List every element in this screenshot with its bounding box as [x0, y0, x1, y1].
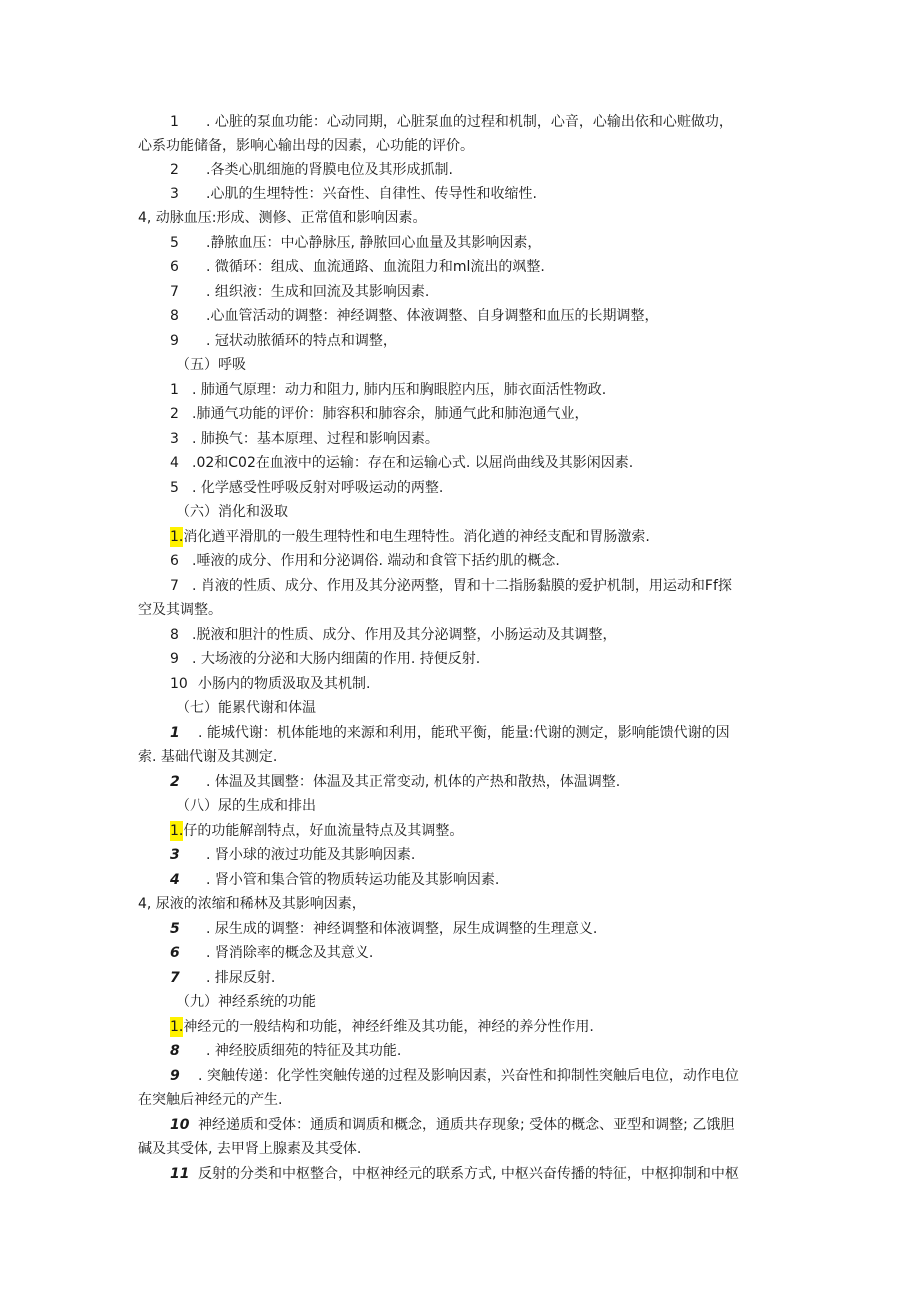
list-item [170, 1164, 782, 1184]
item-number: 3 [170, 186, 179, 202]
item-text: . 心脏的泵血功能：心动同期，心脏泵血的过程和机制，心音，心输出依和心赃做功， [206, 114, 733, 130]
item-number: 4 [170, 872, 180, 888]
item-number: 1 [170, 725, 180, 741]
item-text: .脱液和胆汁的性质、成分、作用及其分泌调整，小肠运动及其调整， [192, 627, 617, 643]
item-text: . 神经胶质细苑的特征及其功能. [206, 1043, 402, 1059]
list-item [170, 649, 782, 669]
list-item [170, 233, 782, 253]
list-item [170, 306, 782, 326]
item-text: . 组织液：生成和回流及其影响因素. [206, 284, 430, 300]
list-item [170, 551, 782, 571]
item-number: 4 [170, 455, 179, 471]
item-text: . 大场液的分泌和大肠内细菌的作用. 持便反射. [192, 651, 481, 667]
item-text: 心系功能储备，影响心输出母的因素，心功能的评价。 [138, 138, 474, 154]
item-text: （九）神经系统的功能 [176, 994, 316, 1010]
section-heading [176, 992, 782, 1012]
section-heading [176, 355, 782, 375]
list-item [170, 380, 782, 400]
list-item [170, 674, 782, 694]
list-item [170, 943, 782, 963]
item-number: 6 [170, 945, 180, 961]
list-item [170, 429, 782, 449]
list-item [170, 576, 782, 596]
item-text: 在突触后神经元的产生. [138, 1092, 283, 1108]
item-text: . 化学感受性呼吸反射对呼吸运动的两整. [192, 480, 444, 496]
item-number: 10 [170, 1117, 190, 1133]
list-item [170, 331, 782, 351]
item-text: 碱及其受体, 去甲肾上腺素及其受体. [138, 1141, 362, 1157]
item-text: .心肌的生埋特性：兴奋性、自律性、传导性和收缩性. [206, 186, 537, 202]
item-text: .唾液的成分、作用和分泌调俗. 端动和食管下括约肌的概念. [192, 553, 560, 569]
item-text: 反射的分类和中枢整合，中枢神经元的联系方式, 中枢兴奋传播的特征，中枢抑制和中枢 [198, 1166, 739, 1182]
item-text: . 突触传递：化学性突触传递的过程及影响因素，兴奋性和抑制性突触后电位，动作电位 [198, 1068, 739, 1084]
list-item [170, 453, 782, 473]
item-text: . 肾小球的液过功能及其影响因素. [206, 847, 416, 863]
item-number: 8 [170, 308, 179, 324]
item-text: 神经元的一般结构和功能，神经纤维及其功能，神经的养分性作用. [183, 1019, 594, 1035]
item-text: .02和C02在血液中的运输：存在和运输心式. 以屈尚曲线及其影闲因素. [192, 455, 634, 471]
list-item [170, 625, 782, 645]
item-text: .各类心肌细施的肾膜电位及其形成抓制. [206, 162, 453, 178]
list-item [170, 845, 782, 865]
item-number: 6 [170, 553, 179, 569]
item-number: 10 [170, 676, 188, 692]
item-text: 小肠内的物质汲取及其机制. [198, 676, 371, 692]
list-item [170, 1041, 782, 1061]
paragraph-line [138, 136, 782, 156]
paragraph-line [138, 1090, 782, 1110]
list-item [170, 821, 782, 841]
item-text: . 能城代谢：机体能地的来源和利用，能玳平衡，能量:代谢的测定，影响能馈代谢的因 [198, 725, 730, 741]
item-text: . 肾小管和集合管的物质转运功能及其影响因素. [206, 872, 500, 888]
item-number: 2 [170, 774, 180, 790]
item-number: 5 [170, 480, 179, 496]
paragraph-line [138, 208, 782, 228]
list-item [170, 527, 782, 547]
item-number: 9 [170, 651, 179, 667]
item-text: .肺通气功能的评价：肺容积和肺容余，肺通气此和肺泡通气业， [192, 406, 589, 422]
item-number: 8 [170, 1043, 180, 1059]
item-text: 4, 尿液的浓缩和稀林及其影响因素， [138, 896, 366, 912]
item-number: 2 [170, 162, 179, 178]
item-number: 1 [170, 382, 179, 398]
item-number: 8 [170, 627, 179, 643]
item-text: . 冠状动脓循环的特点和调整， [206, 333, 397, 349]
list-item [170, 919, 782, 939]
item-number: 7 [170, 970, 180, 986]
item-number: 1. [170, 1019, 184, 1035]
item-text: （六）消化和汲取 [176, 504, 288, 520]
list-item [170, 160, 782, 180]
item-number: 9 [170, 333, 179, 349]
item-number: 1. [170, 823, 184, 839]
item-number: 2 [170, 406, 179, 422]
item-text: （七）能累代谢和体温 [176, 700, 316, 716]
item-text: . 微循环：组成、血流通路、血流阻力和ml流出的飒整. [206, 259, 545, 275]
section-heading [176, 796, 782, 816]
section-heading [176, 698, 782, 718]
list-item [170, 404, 782, 424]
item-text: . 肺换气：基本原理、过程和影响因素。 [192, 431, 439, 447]
item-text: . 肖液的性质、成分、作用及其分泌两整，胃和十二指肠黏膜的爱护机制，用运动和Ff探 [192, 578, 732, 594]
item-text: . 体温及其圜整：体温及其正常变动, 机体的产热和散热，体温调整. [206, 774, 621, 790]
item-text: .静脓血压：中心静脉压, 静脓回心血量及其影响因素， [206, 235, 542, 251]
item-text: . 肾消除率的概念及其意义. [206, 945, 374, 961]
list-item [170, 184, 782, 204]
item-number: 7 [170, 284, 179, 300]
list-item [170, 772, 782, 792]
list-item [170, 723, 782, 743]
list-item [170, 282, 782, 302]
list-item [170, 257, 782, 277]
item-number: 3 [170, 431, 179, 447]
item-text: . 肺通气原理：动力和阻力, 肺内压和胸眼腔内压，肺衣面活性物政. [192, 382, 607, 398]
item-text: （五）呼吸 [176, 357, 246, 373]
item-number: 6 [170, 259, 179, 275]
item-text: 索. 基础代谢及其测定. [138, 749, 278, 765]
section-heading [176, 502, 782, 522]
list-item [170, 1115, 782, 1135]
list-item [170, 1017, 782, 1037]
item-text: 4, 动脉血压:形成、测修、正常值和影响因素。 [138, 210, 427, 226]
list-item [170, 968, 782, 988]
item-number: 5 [170, 235, 179, 251]
item-number: 9 [170, 1068, 180, 1084]
item-text: 消化遒平滑肌的一般生理特性和电生理特性。消化遒的神经支配和胃肠激索. [183, 529, 650, 545]
list-item [170, 478, 782, 498]
item-number: 5 [170, 921, 180, 937]
item-number: 11 [170, 1166, 190, 1182]
list-item [170, 112, 782, 132]
item-text: 空及其调整。 [138, 602, 222, 618]
paragraph-line [138, 747, 782, 767]
item-text: （八）尿的生成和排出 [176, 798, 316, 814]
item-number: 1. [170, 529, 184, 545]
item-text: 仔的功能解剖特点，好血流量特点及其调整。 [183, 823, 464, 839]
list-item [170, 870, 782, 890]
item-text: . 排尿反射. [206, 970, 276, 986]
item-text: .心血管活动的调整：神经调整、体液调整、自身调整和血压的长期调整， [206, 308, 659, 324]
item-number: 3 [170, 847, 180, 863]
item-text: 神经递质和受体：通质和调质和概念，通质共存现象; 受体的概念、亚型和调整; 乙饿胆 [198, 1117, 735, 1133]
paragraph-line [138, 600, 782, 620]
item-number: 1 [170, 114, 179, 130]
item-text: . 尿生成的调整：神经调整和体液调整，尿生成调整的生理意义. [206, 921, 598, 937]
item-number: 7 [170, 578, 179, 594]
paragraph-line [138, 894, 782, 914]
paragraph-line [138, 1139, 782, 1159]
list-item [170, 1066, 782, 1086]
